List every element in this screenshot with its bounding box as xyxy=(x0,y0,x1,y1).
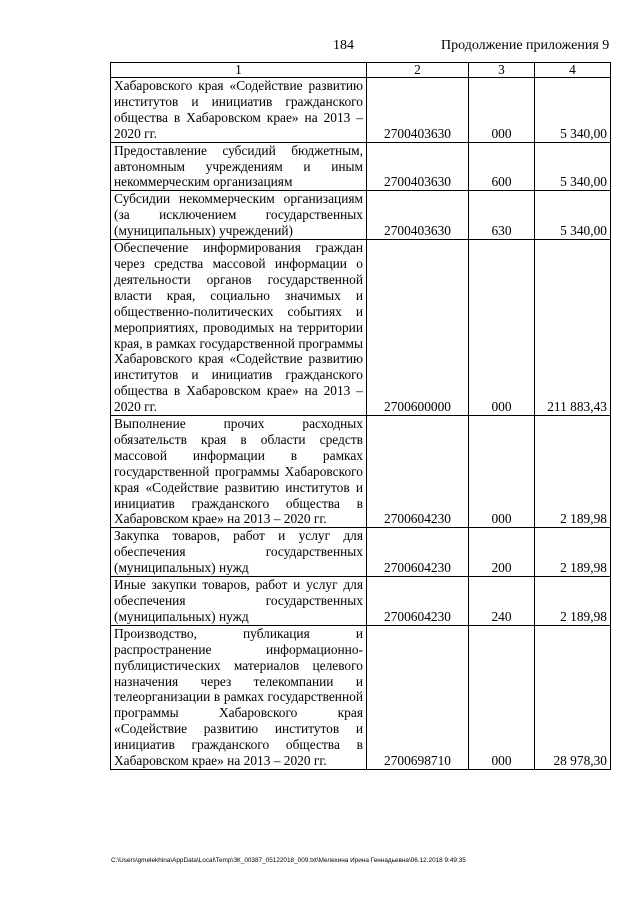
row-description: Субсидии некоммерческим организациям (за исключением государственных (муниципальных) учреждений) xyxy=(111,191,367,240)
table-row xyxy=(111,191,611,240)
column-header-3: 3 xyxy=(469,63,535,78)
row-amount: 2 189,98 xyxy=(535,416,611,528)
row-expense-type: 000 xyxy=(469,78,535,143)
page-number: 184 xyxy=(333,38,354,53)
appendix-continuation: Продолжение приложения 9 xyxy=(441,38,610,53)
row-description: Закупка товаров, работ и услуг для обеспечения государственных (муниципальных) нужд xyxy=(111,528,367,577)
row-expense-type: 000 xyxy=(469,240,535,416)
row-expense-type: 240 xyxy=(469,577,535,626)
row-amount: 5 340,00 xyxy=(535,142,611,191)
row-target-code: 2700698710 xyxy=(367,625,469,769)
row-target-code: 2700403630 xyxy=(367,78,469,143)
row-amount: 5 340,00 xyxy=(535,191,611,240)
row-description: Предоставление субсидий бюджетным, автономным учреждениям и иным некоммерческим организациям xyxy=(111,142,367,191)
table-row xyxy=(111,625,611,769)
table-row xyxy=(111,240,611,416)
table-row xyxy=(111,528,611,577)
row-description: Хабаровского края «Содействие развитию институтов и инициатив гражданского общества в Хабаровском крае» на 2013 – 2020 гг. xyxy=(111,78,367,143)
row-expense-type: 600 xyxy=(469,142,535,191)
header-row xyxy=(111,63,611,78)
row-target-code: 2700604230 xyxy=(367,528,469,577)
row-expense-type: 000 xyxy=(469,625,535,769)
row-amount: 5 340,00 xyxy=(535,78,611,143)
row-description: Иные закупки товаров, работ и услуг для обеспечения государственных (муниципальных) нужд xyxy=(111,577,367,626)
column-header-2: 2 xyxy=(367,63,469,78)
row-amount: 211 883,43 xyxy=(535,240,611,416)
table-row xyxy=(111,142,611,191)
row-amount: 2 189,98 xyxy=(535,528,611,577)
row-expense-type: 630 xyxy=(469,191,535,240)
row-amount: 28 978,30 xyxy=(535,625,611,769)
budget-table xyxy=(110,62,611,770)
row-target-code: 2700604230 xyxy=(367,577,469,626)
row-expense-type: 000 xyxy=(469,416,535,528)
row-description: Производство, публикация и распространение информационно-публицистических материалов целевого назначения через телекомпании и телеорганизации в рамках государственной программы Хабаровского края «Содействие развитию институтов и инициатив гражданского общества в Хабаровском крае» на 2013 – 2020 гг. xyxy=(111,625,367,769)
table-row xyxy=(111,78,611,143)
row-target-code: 2700403630 xyxy=(367,191,469,240)
file-path-footer: C:\Users\gmelekhina\AppData\Local\Temp\ЗК_00387_05122018_009.txt\Мелехина Ирина Геннадьевна\06.12.2018 9:49:35 xyxy=(111,857,466,864)
row-description: Выполнение прочих расходных обязательств края в области средств массовой информации в рамках государственной программы Хабаровского края «Содействие развитию институтов и инициатив гражданского общества в Хабаровском крае» на 2013 – 2020 гг. xyxy=(111,416,367,528)
row-description: Обеспечение информирования граждан через средства массовой информации о деятельности органов государственной власти края, социально значимых и общественно-политических событиях и мероприятиях, проводимых на территории края, в рамках государственной программы Хабаровского края «Содействие развитию институтов и инициатив гражданского общества в Хабаровском крае» на 2013 – 2020 гг. xyxy=(111,240,367,416)
row-amount: 2 189,98 xyxy=(535,577,611,626)
table-row xyxy=(111,577,611,626)
row-target-code: 2700604230 xyxy=(367,416,469,528)
row-target-code: 2700600000 xyxy=(367,240,469,416)
column-header-4: 4 xyxy=(535,63,611,78)
row-target-code: 2700403630 xyxy=(367,142,469,191)
table-row xyxy=(111,416,611,528)
row-expense-type: 200 xyxy=(469,528,535,577)
column-header-1: 1 xyxy=(111,63,367,78)
